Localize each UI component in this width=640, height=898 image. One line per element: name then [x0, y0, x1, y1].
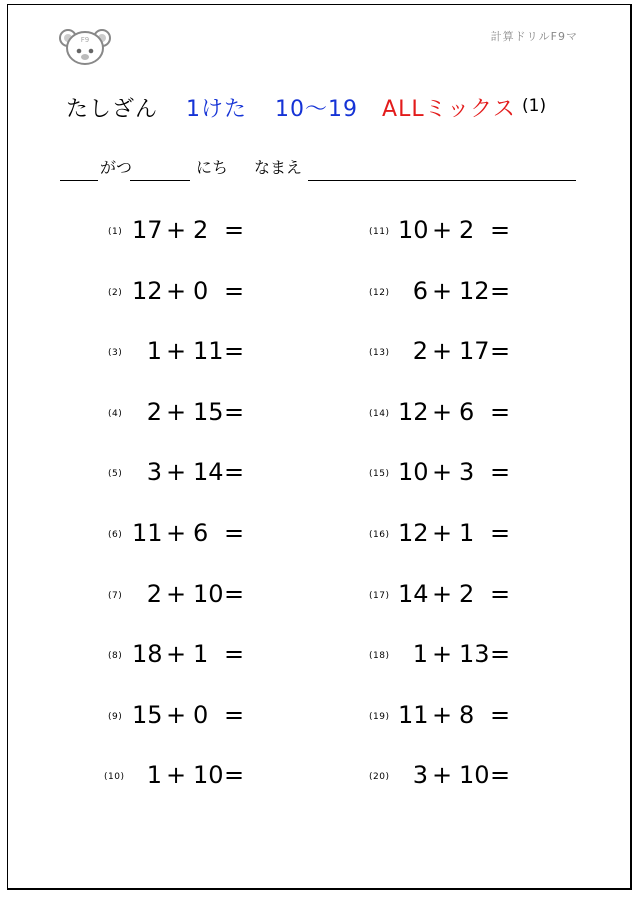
problem-expression — [398, 519, 511, 547]
addend-a: 1 — [146, 761, 162, 789]
problem-number: (12) — [369, 288, 390, 298]
problem-number: (11) — [369, 227, 390, 237]
problem-number: (4) — [108, 409, 123, 419]
problem-expression — [132, 398, 245, 426]
addend-a: 11 — [132, 519, 163, 547]
addend-b: 1 — [193, 640, 209, 668]
problem-expression — [132, 580, 245, 608]
problem-expression — [132, 761, 245, 789]
title-mix: ALLミックス — [382, 97, 516, 122]
problem-expression — [398, 761, 511, 789]
plus-sign: + — [431, 580, 453, 608]
title-main: たしざん — [66, 97, 159, 122]
addend-b: 1 — [459, 519, 475, 547]
sheet-number: (1) — [522, 96, 547, 116]
equals-sign: = — [223, 640, 245, 668]
problem-expression — [398, 337, 511, 365]
problem-number: (19) — [369, 712, 390, 722]
problem-expression — [132, 337, 245, 365]
name-label: なまえ — [254, 158, 303, 177]
addend-b: 14 — [193, 458, 224, 486]
addend-b: 2 — [193, 216, 209, 244]
addend-b: 12 — [459, 277, 490, 305]
addend-a: 18 — [132, 640, 163, 668]
plus-sign: + — [431, 458, 453, 486]
addend-b: 15 — [193, 398, 224, 426]
problem-number: (5) — [108, 469, 123, 479]
problem-number: (20) — [369, 772, 390, 782]
addend-a: 1 — [412, 640, 428, 668]
problem-number: (9) — [108, 712, 123, 722]
plus-sign: + — [165, 277, 187, 305]
addend-a: 6 — [412, 277, 428, 305]
equals-sign: = — [223, 519, 245, 547]
addend-b: 6 — [459, 398, 475, 426]
equals-sign: = — [489, 337, 511, 365]
problem-number: (17) — [369, 591, 390, 601]
day-label: にち — [196, 158, 229, 177]
plus-sign: + — [431, 398, 453, 426]
addend-b: 2 — [459, 580, 475, 608]
problem-expression — [398, 701, 511, 729]
addend-a: 15 — [132, 701, 163, 729]
equals-sign: = — [223, 216, 245, 244]
problem-number: (14) — [369, 409, 390, 419]
equals-sign: = — [223, 337, 245, 365]
plus-sign: + — [165, 398, 187, 426]
problem-number: (10) — [104, 772, 125, 782]
problem-expression — [132, 458, 245, 486]
plus-sign: + — [431, 216, 453, 244]
equals-sign: = — [489, 458, 511, 486]
problem-number: (8) — [108, 651, 123, 661]
addend-b: 10 — [193, 580, 224, 608]
equals-sign: = — [489, 216, 511, 244]
equals-sign: = — [489, 640, 511, 668]
problem-number: (1) — [108, 227, 123, 237]
plus-sign: + — [431, 337, 453, 365]
addend-a: 2 — [146, 580, 162, 608]
equals-sign: = — [489, 398, 511, 426]
title-digits: 1けた — [186, 97, 248, 122]
equals-sign: = — [489, 701, 511, 729]
plus-sign: + — [431, 519, 453, 547]
addend-b: 11 — [193, 337, 224, 365]
plus-sign: + — [165, 580, 187, 608]
addend-a: 10 — [398, 216, 429, 244]
plus-sign: + — [165, 761, 187, 789]
problem-expression — [132, 216, 245, 244]
problem-expression — [398, 398, 511, 426]
problem-expression — [132, 701, 245, 729]
plus-sign: + — [165, 337, 187, 365]
problem-expression — [398, 458, 511, 486]
problem-expression — [132, 519, 245, 547]
problem-number: (7) — [108, 591, 123, 601]
problem-expression — [398, 640, 511, 668]
plus-sign: + — [165, 216, 187, 244]
addend-a: 3 — [412, 761, 428, 789]
plus-sign: + — [165, 701, 187, 729]
problem-expression — [132, 640, 245, 668]
plus-sign: + — [165, 458, 187, 486]
addend-b: 13 — [459, 640, 490, 668]
addend-b: 0 — [193, 277, 209, 305]
equals-sign: = — [223, 580, 245, 608]
problem-number: (15) — [369, 469, 390, 479]
addend-a: 1 — [146, 337, 162, 365]
equals-sign: = — [223, 761, 245, 789]
problem-expression — [132, 277, 245, 305]
svg-text:F9: F9 — [80, 36, 90, 44]
addend-b: 8 — [459, 701, 475, 729]
addend-b: 10 — [459, 761, 490, 789]
addend-a: 2 — [146, 398, 162, 426]
problem-number: (18) — [369, 651, 390, 661]
problem-expression — [398, 216, 511, 244]
equals-sign: = — [223, 701, 245, 729]
addend-a: 12 — [398, 398, 429, 426]
addend-b: 2 — [459, 216, 475, 244]
addend-a: 3 — [146, 458, 162, 486]
equals-sign: = — [223, 458, 245, 486]
problem-expression — [398, 277, 511, 305]
plus-sign: + — [165, 519, 187, 547]
addend-a: 17 — [132, 216, 163, 244]
addend-a: 10 — [398, 458, 429, 486]
problem-expression — [398, 580, 511, 608]
plus-sign: + — [431, 277, 453, 305]
problem-number: (2) — [108, 288, 123, 298]
addend-a: 12 — [398, 519, 429, 547]
problem-number: (3) — [108, 348, 123, 358]
equals-sign: = — [489, 761, 511, 789]
problem-number: (6) — [108, 530, 123, 540]
equals-sign: = — [489, 519, 511, 547]
brand-label: 計算ドリルF9マ — [490, 30, 578, 43]
addend-b: 0 — [193, 701, 209, 729]
problem-number: (16) — [369, 530, 390, 540]
equals-sign: = — [223, 277, 245, 305]
addend-b: 17 — [459, 337, 490, 365]
addend-a: 2 — [412, 337, 428, 365]
plus-sign: + — [431, 640, 453, 668]
addend-a: 14 — [398, 580, 429, 608]
equals-sign: = — [223, 398, 245, 426]
equals-sign: = — [489, 580, 511, 608]
equals-sign: = — [489, 277, 511, 305]
addend-b: 6 — [193, 519, 209, 547]
addend-a: 11 — [398, 701, 429, 729]
addend-a: 12 — [132, 277, 163, 305]
plus-sign: + — [431, 701, 453, 729]
plus-sign: + — [431, 761, 453, 789]
month-label: がつ — [100, 158, 133, 177]
plus-sign: + — [165, 640, 187, 668]
addend-b: 3 — [459, 458, 475, 486]
addend-b: 10 — [193, 761, 224, 789]
title-range: 10～19 — [275, 97, 359, 122]
problem-number: (13) — [369, 348, 390, 358]
